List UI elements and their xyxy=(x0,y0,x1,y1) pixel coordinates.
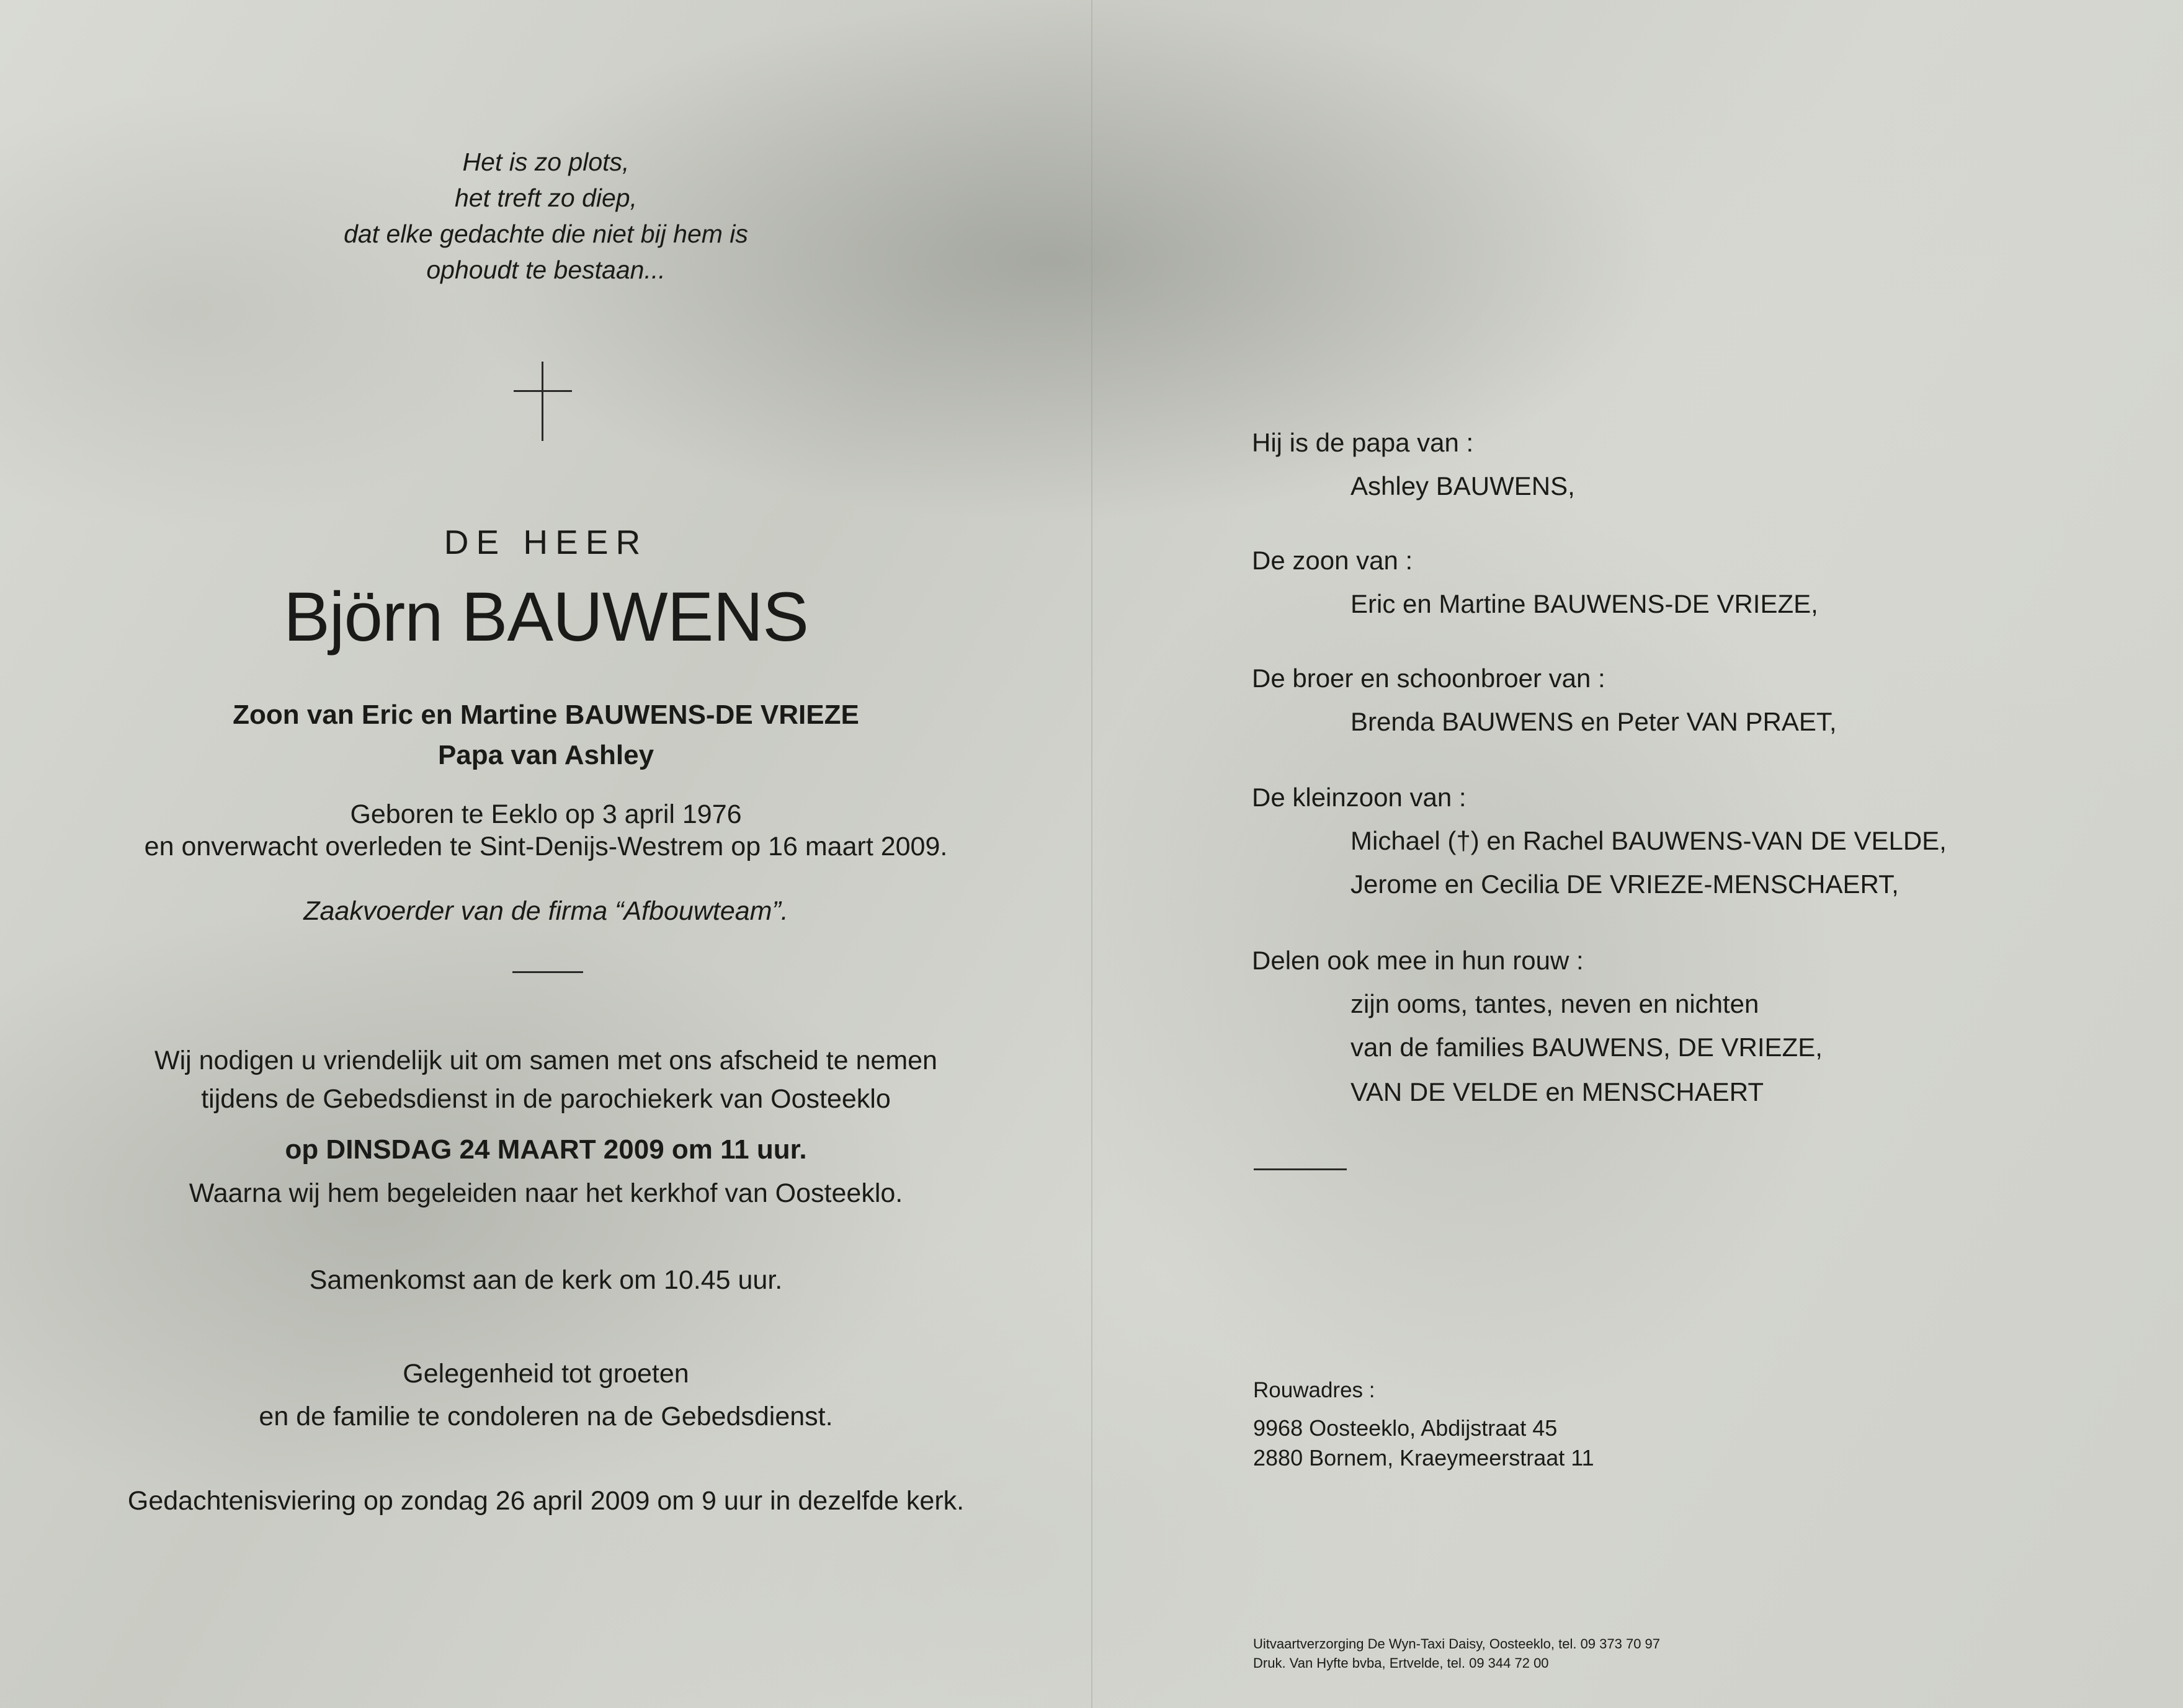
deceased-name: Björn BAUWENS xyxy=(283,578,808,656)
died-line: en onverwacht overleden te Sint-Denijs-Westrem op 16 maart 2009. xyxy=(144,832,948,861)
papa-label: Hij is de papa van : xyxy=(1252,428,1474,457)
papa-name: Ashley BAUWENS, xyxy=(1350,471,1575,500)
condolence-line: Gelegenheid tot groeten xyxy=(403,1359,689,1389)
occupation-line: Zaakvoerder van de firma “Afbouwteam”. xyxy=(303,896,788,926)
gathering-line: Samenkomst aan de kerk om 10.45 uur. xyxy=(309,1265,783,1295)
sibling-label: De broer en schoonbroer van : xyxy=(1252,664,1605,693)
grandson-label: De kleinzoon van : xyxy=(1252,783,1466,812)
divider xyxy=(512,971,583,973)
sibling-name: Brenda BAUWENS en Peter VAN PRAET, xyxy=(1350,707,1837,736)
son-name: Eric en Martine BAUWENS-DE VRIEZE, xyxy=(1350,589,1818,618)
grandson-name: Michael (†) en Rachel BAUWENS-VAN DE VELDE, xyxy=(1350,826,1947,855)
fold-line xyxy=(1091,0,1092,1708)
poem-line: dat elke gedachte die niet bij hem is xyxy=(344,220,748,248)
poem-line: ophoudt te bestaan... xyxy=(426,256,666,284)
father-of-line: Papa van Ashley xyxy=(437,740,654,770)
burial-line: Waarna wij hem begeleiden naar het kerkhof van Oosteeklo. xyxy=(189,1178,903,1208)
mourn-label: Delen ook mee in hun rouw : xyxy=(1252,946,1584,975)
poem-line: Het is zo plots, xyxy=(462,148,630,176)
memorial-line: Gedachtenisviering op zondag 26 april 2009 om 9 uur in dezelfde kerk. xyxy=(127,1486,965,1516)
footer-line: Druk. Van Hyfte bvba, Ertvelde, tel. 09 344 72 00 xyxy=(1253,1655,1549,1671)
address-label: Rouwadres : xyxy=(1253,1378,1375,1402)
address-line: 9968 Oosteeklo, Abdijstraat 45 xyxy=(1253,1415,1558,1441)
invite-line: Wij nodigen u vriendelijk uit om samen met ons afscheid te nemen xyxy=(154,1046,937,1075)
address-line: 2880 Bornem, Kraeymeerstraat 11 xyxy=(1253,1445,1594,1470)
poem xyxy=(236,144,856,288)
mourn-name: van de families BAUWENS, DE VRIEZE, xyxy=(1350,1033,1823,1062)
son-of-line: Zoon van Eric en Martine BAUWENS-DE VRIEZE xyxy=(233,700,859,730)
grandson-name: Jerome en Cecilia DE VRIEZE-MENSCHAERT, xyxy=(1350,870,1899,899)
title: DE HEER xyxy=(444,523,648,561)
mourn-name: VAN DE VELDE en MENSCHAERT xyxy=(1350,1077,1764,1106)
footer-line: Uitvaartverzorging De Wyn-Taxi Daisy, Oosteeklo, tel. 09 373 70 97 xyxy=(1253,1636,1661,1652)
poem-line: het treft zo diep, xyxy=(454,184,637,212)
son-label: De zoon van : xyxy=(1252,546,1413,575)
condolence-line: en de familie te condoleren na de Gebedsdienst. xyxy=(259,1402,833,1431)
born-line: Geboren te Eeklo op 3 april 1976 xyxy=(350,799,742,829)
divider xyxy=(1254,1168,1347,1170)
invite-line: tijdens de Gebedsdienst in de parochiekerk van Oosteeklo xyxy=(201,1084,891,1114)
service-date: op DINSDAG 24 MAART 2009 om 11 uur. xyxy=(285,1134,807,1165)
mourn-name: zijn ooms, tantes, neven en nichten xyxy=(1350,989,1759,1018)
